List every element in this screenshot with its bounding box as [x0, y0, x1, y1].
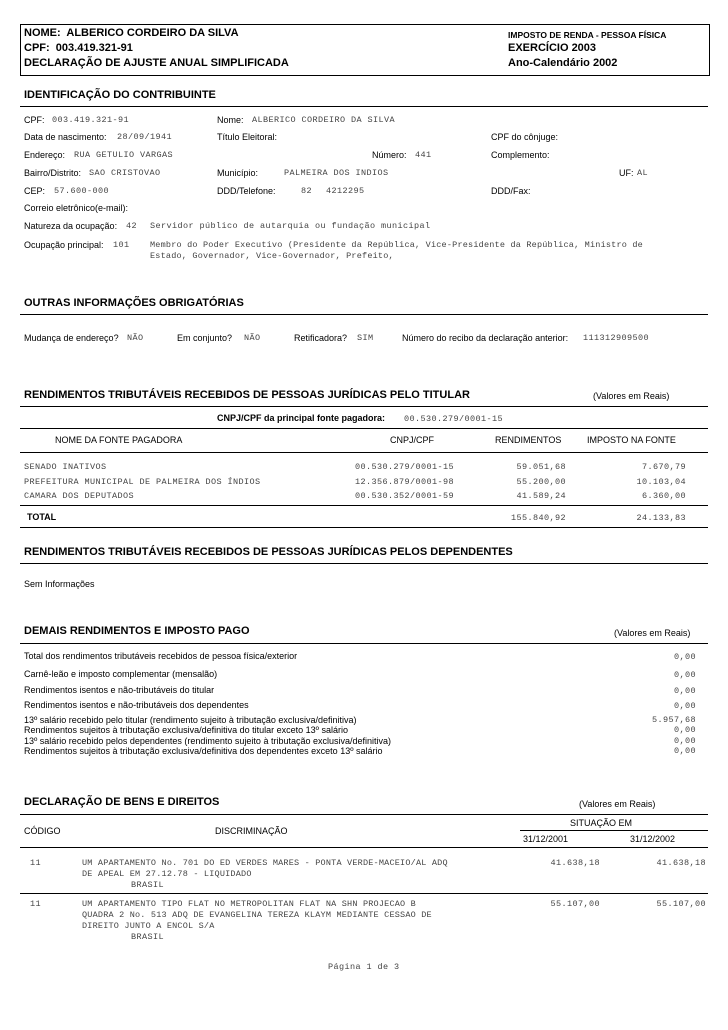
- ocupacao-cod: 101: [113, 240, 130, 250]
- endereco-value: RUA GETULIO VARGAS: [74, 150, 174, 160]
- bairro-value: SAO CRISTOVAO: [89, 168, 161, 178]
- titulo-label: Título Eleitoral:: [217, 132, 278, 142]
- sem-informacoes: Sem Informações: [24, 579, 95, 589]
- bem-valor-2001: 41.638,18: [550, 858, 600, 868]
- col-discriminacao: DISCRIMINAÇÃO: [215, 826, 288, 836]
- section-identificacao-title: IDENTIFICAÇÃO DO CONTRIBUINTE: [24, 89, 216, 101]
- cpf-label: CPF:: [24, 115, 45, 125]
- natureza-cod: 42: [126, 221, 138, 231]
- cep-value: 57.600-000: [54, 186, 110, 196]
- conjunto-value: NÃO: [244, 333, 261, 343]
- demais-row-value: 0,00: [673, 725, 696, 735]
- recibo-label: Número do recibo da declaração anterior:: [402, 333, 569, 343]
- municipio-label: Município:: [217, 168, 259, 178]
- email-label: Correio eletrônico(e-mail):: [24, 203, 129, 213]
- fonte-imp: 10.103,04: [636, 477, 686, 487]
- nome-label: Nome:: [217, 115, 244, 125]
- col-nome-fonte: NOME DA FONTE PAGADORA: [55, 435, 183, 445]
- col-data-2002: 31/12/2002: [630, 834, 676, 844]
- fonte-rend: 59.051,68: [516, 462, 566, 472]
- col-imposto: IMPOSTO NA FONTE: [587, 435, 676, 445]
- mudanca-label: Mudança de endereço?: [24, 333, 119, 343]
- divider: [20, 893, 708, 894]
- bem-disc-line2: DE APEAL EM 27.12.78 - LIQUIDADO: [82, 869, 252, 879]
- endereco-label: Endereço:: [24, 150, 66, 160]
- divider: [20, 106, 708, 107]
- bem-valor-2002: 41.638,18: [656, 858, 706, 868]
- header-declaracao: DECLARAÇÃO DE AJUSTE ANUAL SIMPLIFICADA: [24, 57, 289, 69]
- section-outras-title: OUTRAS INFORMAÇÕES OBRIGATÓRIAS: [24, 297, 244, 309]
- bens-valores: (Valores em Reais): [579, 799, 656, 809]
- demais-row-value: 0,00: [673, 652, 696, 662]
- divider: [20, 406, 708, 407]
- divider: [20, 428, 708, 429]
- fonte-cnpj: 00.530.352/0001-59: [355, 491, 455, 501]
- demais-row-label: Total dos rendimentos tributáveis recebidos de pessoa física/exterior: [24, 651, 298, 661]
- demais-row-value: 0,00: [673, 686, 696, 696]
- ocupacao-label: Ocupação principal:: [24, 240, 104, 250]
- col-data-2001: 31/12/2001: [523, 834, 569, 844]
- divider: [20, 814, 708, 815]
- telefone-value: 4212295: [326, 186, 365, 196]
- bem-pais: BRASIL: [131, 932, 165, 942]
- uf-value: AL: [637, 168, 649, 178]
- demais-row-label: 13º salário recebido pelos dependentes (rendimento sujeito à tributação exclusiva/definitiva): [24, 736, 392, 746]
- header-cpf: CPF: 003.419.321-91: [24, 42, 133, 54]
- divider: [20, 643, 708, 644]
- demais-row-value: 0,00: [673, 670, 696, 680]
- bem-disc-line3: DIREITO JUNTO A ENCOL S/A: [82, 921, 215, 931]
- demais-row-value: 5.957,68: [651, 715, 696, 725]
- fonte-nome: SENADO INATIVOS: [24, 462, 107, 472]
- fonte-rend: 55.200,00: [516, 477, 566, 487]
- cpf-value: 003.419.321-91: [52, 115, 130, 125]
- col-situacao: SITUAÇÃO EM: [570, 818, 633, 828]
- ocupacao-line2: Estado, Governador, Vice-Governador, Prefeito,: [150, 251, 394, 261]
- bem-codigo: 11: [30, 899, 42, 909]
- col-codigo: CÓDIGO: [24, 826, 61, 836]
- ddd-value: 82: [301, 186, 313, 196]
- fonte-imp: 7.670,79: [641, 462, 686, 472]
- divider: [20, 847, 708, 848]
- rend-titular-valores: (Valores em Reais): [593, 391, 670, 401]
- fonte-nome: CAMARA DOS DEPUTADOS: [24, 491, 135, 501]
- bem-valor-2002: 55.107,00: [656, 899, 706, 909]
- numero-value: 441: [415, 150, 432, 160]
- demais-row-label: Rendimentos isentos e não-tributáveis do titular: [24, 685, 215, 695]
- uf-label: UF:: [619, 168, 634, 178]
- total-imp: 24.133,83: [636, 513, 686, 523]
- nasc-label: Data de nascimento:: [24, 132, 107, 142]
- fonte-cnpj: 00.530.279/0001-15: [355, 462, 455, 472]
- divider: [20, 314, 708, 315]
- natureza-value: Servidor público de autarquia ou fundação municipal: [150, 221, 431, 231]
- conjunto-label: Em conjunto?: [177, 333, 233, 343]
- nasc-value: 28/09/1941: [117, 132, 173, 142]
- header-nome: NOME: ALBERICO CORDEIRO DA SILVA: [24, 27, 239, 39]
- divider: [20, 452, 708, 453]
- demais-row-value: 0,00: [673, 701, 696, 711]
- section-rend-titular-title: RENDIMENTOS TRIBUTÁVEIS RECEBIDOS DE PESSOAS JURÍDICAS PELO TITULAR: [24, 389, 470, 401]
- total-rend: 155.840,92: [510, 513, 566, 523]
- fonte-nome: PREFEITURA MUNICIPAL DE PALMEIRA DOS ÍNDIOS: [24, 477, 261, 487]
- demais-row-label: Rendimentos sujeitos à tributação exclusiva/definitiva dos dependentes exceto 13º salário: [24, 746, 383, 756]
- cnpj-principal-label: CNPJ/CPF da principal fonte pagadora:: [217, 413, 386, 423]
- divider: [20, 527, 708, 528]
- fonte-rend: 41.589,24: [516, 491, 566, 501]
- conjuge-label: CPF do cônjuge:: [491, 132, 559, 142]
- fonte-cnpj: 12.356.879/0001-98: [355, 477, 455, 487]
- header-ano: Ano-Calendário 2002: [508, 57, 618, 69]
- bem-valor-2001: 55.107,00: [550, 899, 600, 909]
- recibo-value: 111312909500: [583, 333, 650, 343]
- retificadora-label: Retificadora?: [294, 333, 348, 343]
- natureza-label: Natureza da ocupação:: [24, 221, 118, 231]
- fax-label: DDD/Fax:: [491, 186, 531, 196]
- numero-label: Número:: [372, 150, 407, 160]
- demais-valores: (Valores em Reais): [614, 628, 691, 638]
- demais-row-label: 13º salário recebido pelo titular (rendimento sujeito à tributação exclusiva/definitiva): [24, 715, 357, 725]
- page-number: Página 1 de 3: [328, 962, 400, 972]
- bem-disc-line1: UM APARTAMENTO No. 701 DO ED VERDES MARES - PONTA VERDE-MACEIO/AL ADQ: [82, 858, 448, 868]
- col-cnpj: CNPJ/CPF: [390, 435, 435, 445]
- bem-disc-line1: UM APARTAMENTO TIPO FLAT NO METROPOLITAN FLAT NA SHN PROJECAO B: [82, 899, 416, 909]
- col-rendimentos: RENDIMENTOS: [495, 435, 562, 445]
- complemento-label: Complemento:: [491, 150, 550, 160]
- cnpj-principal-value: 00.530.279/0001-15: [404, 414, 504, 424]
- demais-row-label: Rendimentos sujeitos à tributação exclusiva/definitiva do titular exceto 13º salário: [24, 725, 348, 735]
- bem-codigo: 11: [30, 858, 42, 868]
- telefone-label: DDD/Telefone:: [217, 186, 276, 196]
- demais-row-label: Carnê-leão e imposto complementar (mensalão): [24, 669, 218, 679]
- total-label: TOTAL: [27, 512, 57, 522]
- section-rend-dependentes-title: RENDIMENTOS TRIBUTÁVEIS RECEBIDOS DE PESSOAS JURÍDICAS PELOS DEPENDENTES: [24, 546, 513, 558]
- divider: [520, 830, 708, 831]
- mudanca-value: NÃO: [127, 333, 144, 343]
- fonte-imp: 6.360,00: [641, 491, 686, 501]
- demais-row-value: 0,00: [673, 736, 696, 746]
- bem-pais: BRASIL: [131, 880, 165, 890]
- divider: [20, 505, 708, 506]
- cep-label: CEP:: [24, 186, 46, 196]
- bem-disc-line2: QUADRA 2 No. 513 ADQ DE EVANGELINA TEREZA KLAYM MEDIANTE CESSAO DE: [82, 910, 432, 920]
- divider: [20, 563, 708, 564]
- municipio-value: PALMEIRA DOS INDIOS: [284, 168, 389, 178]
- demais-row-value: 0,00: [673, 746, 696, 756]
- section-bens-title: DECLARAÇÃO DE BENS E DIREITOS: [24, 796, 220, 808]
- header-imposto: IMPOSTO DE RENDA - PESSOA FÍSICA: [508, 30, 667, 40]
- header-exercicio: EXERCÍCIO 2003: [508, 42, 597, 54]
- nome-value: ALBERICO CORDEIRO DA SILVA: [252, 115, 396, 125]
- section-demais-title: DEMAIS RENDIMENTOS E IMPOSTO PAGO: [24, 625, 250, 637]
- demais-row-label: Rendimentos isentos e não-tributáveis dos dependentes: [24, 700, 249, 710]
- bairro-label: Bairro/Distrito:: [24, 168, 82, 178]
- retificadora-value: SIM: [357, 333, 374, 343]
- ocupacao-line1: Membro do Poder Executivo (Presidente da República, Vice-Presidente da República, Ministro de: [150, 240, 643, 250]
